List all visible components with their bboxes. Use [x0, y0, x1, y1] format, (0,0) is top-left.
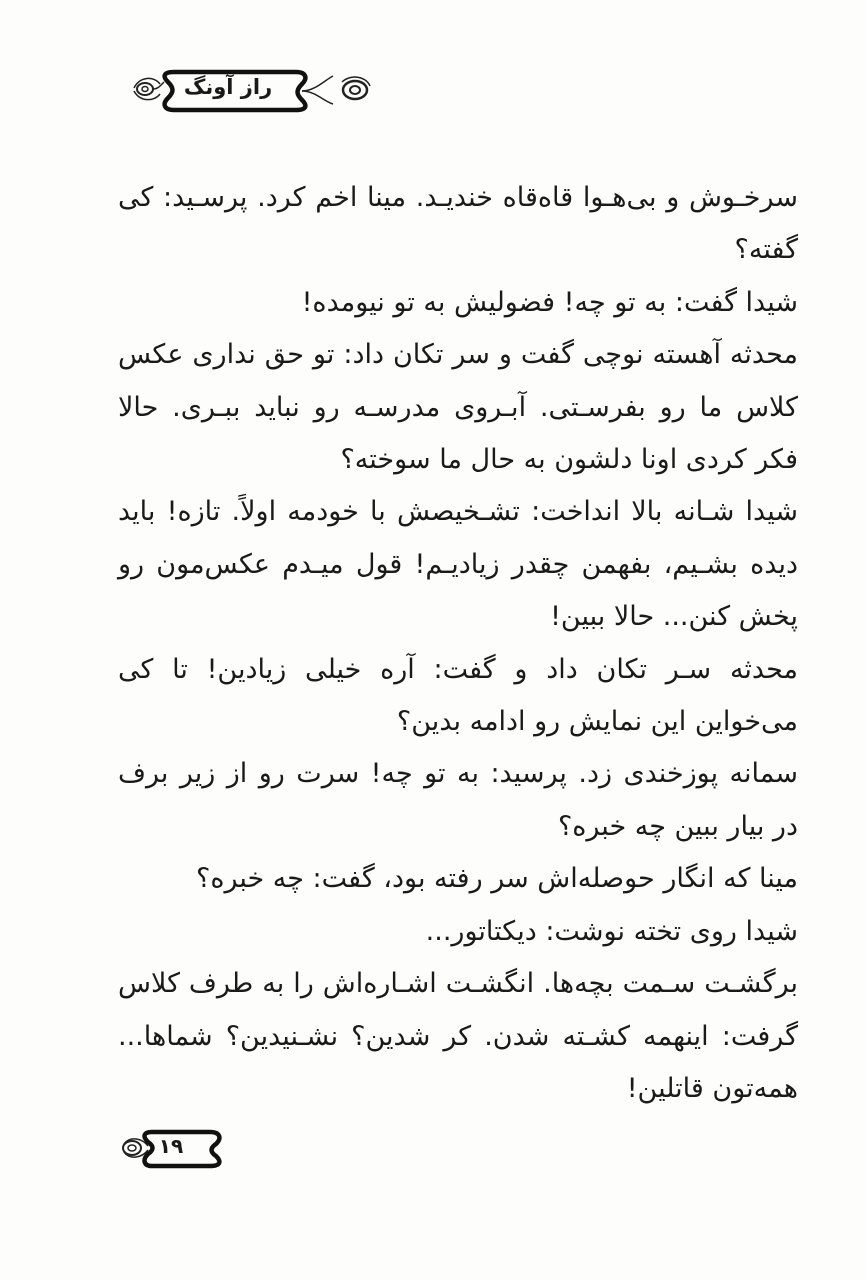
- paragraph: محدثه آهسته نوچی گفت و سر تکان داد: تو حق نداری عکس کلاس ما رو بفرسـتی. آبـروی مدرسـه رو نباید ببـری. حالا فکر کردی اونا دلشون به حال ما سوخته؟: [118, 339, 798, 476]
- page-number: ۱۹: [158, 1134, 184, 1158]
- paragraph: سمانه پوزخندی زد. پرسید: به تو چه! سرت رو از زیر برف در بیار ببین چه خبره؟: [118, 758, 798, 842]
- paragraph: شیدا روی تخته نوشت: دیکتاتور...: [425, 915, 798, 947]
- page-body-text: [118, 172, 798, 1115]
- book-title: راز آونگ: [183, 75, 273, 99]
- paragraph: برگشـت سـمت بچه‌ها. انگشـت اشـاره‌اش را به طرف کلاس گرفت: اینهمه کشـته شدن. کر شدین؟ نشـنیدین؟ شماها... همه‌تون قاتلین!: [118, 968, 798, 1104]
- paragraph: شیدا شـانه بالا انداخت: تشـخیصش با خودمه اولاً. تازه! باید دیده بشـیم، بفهمن چقدر زیادیـم! قول میـدم عکس‌مون رو پخش کنن... حالا ببین!: [118, 496, 798, 633]
- paragraph: شیدا گفت: به تو چه! فضولیش به تو نیومده!: [301, 286, 798, 318]
- paragraph: سرخـوش و بی‌هـوا قاه‌قاه خندیـد. مینا اخم کرد. پرسـید: کی گفته؟: [118, 182, 798, 266]
- paragraph: مینا که انگار حوصله‌اش سر رفته بود، گفت: چه خبره؟: [196, 863, 798, 895]
- paragraph: محدثه سـر تکان داد و گفت: آره خیلی زیادین! تا کی می‌خواین این نمایش رو ادامه بدین؟: [118, 653, 798, 738]
